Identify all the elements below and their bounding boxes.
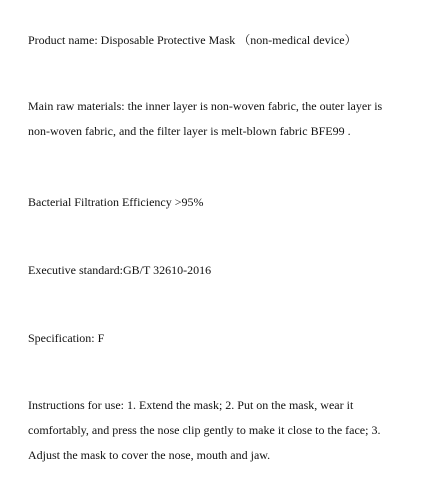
instructions-line: Adjust the mask to cover the nose, mouth and jaw. bbox=[28, 448, 271, 462]
executive-standard-text: Executive standard:GB/T 32610-2016 bbox=[28, 263, 212, 277]
product-name-text: Product name: Disposable Protective Mask （non-medical device） bbox=[28, 33, 357, 47]
filtration-efficiency-paragraph bbox=[28, 190, 423, 215]
instructions-line: comfortably, and press the nose clip gently to make it close to the face; 3. bbox=[28, 423, 381, 437]
raw-materials-paragraph bbox=[28, 94, 423, 144]
executive-standard-paragraph bbox=[28, 258, 423, 283]
filtration-efficiency-text: Bacterial Filtration Efficiency >95% bbox=[28, 195, 204, 209]
raw-materials-line: non-woven fabric, and the filter layer is melt-blown fabric BFE99 . bbox=[28, 124, 351, 138]
instructions-paragraph bbox=[28, 393, 423, 468]
product-name-paragraph bbox=[28, 28, 423, 53]
specification-paragraph bbox=[28, 326, 423, 351]
instructions-line: Instructions for use: 1. Extend the mask; 2. Put on the mask, wear it bbox=[28, 398, 354, 412]
raw-materials-line: Main raw materials: the inner layer is non-woven fabric, the outer layer is bbox=[28, 99, 383, 113]
specification-text: Specification: F bbox=[28, 331, 105, 345]
